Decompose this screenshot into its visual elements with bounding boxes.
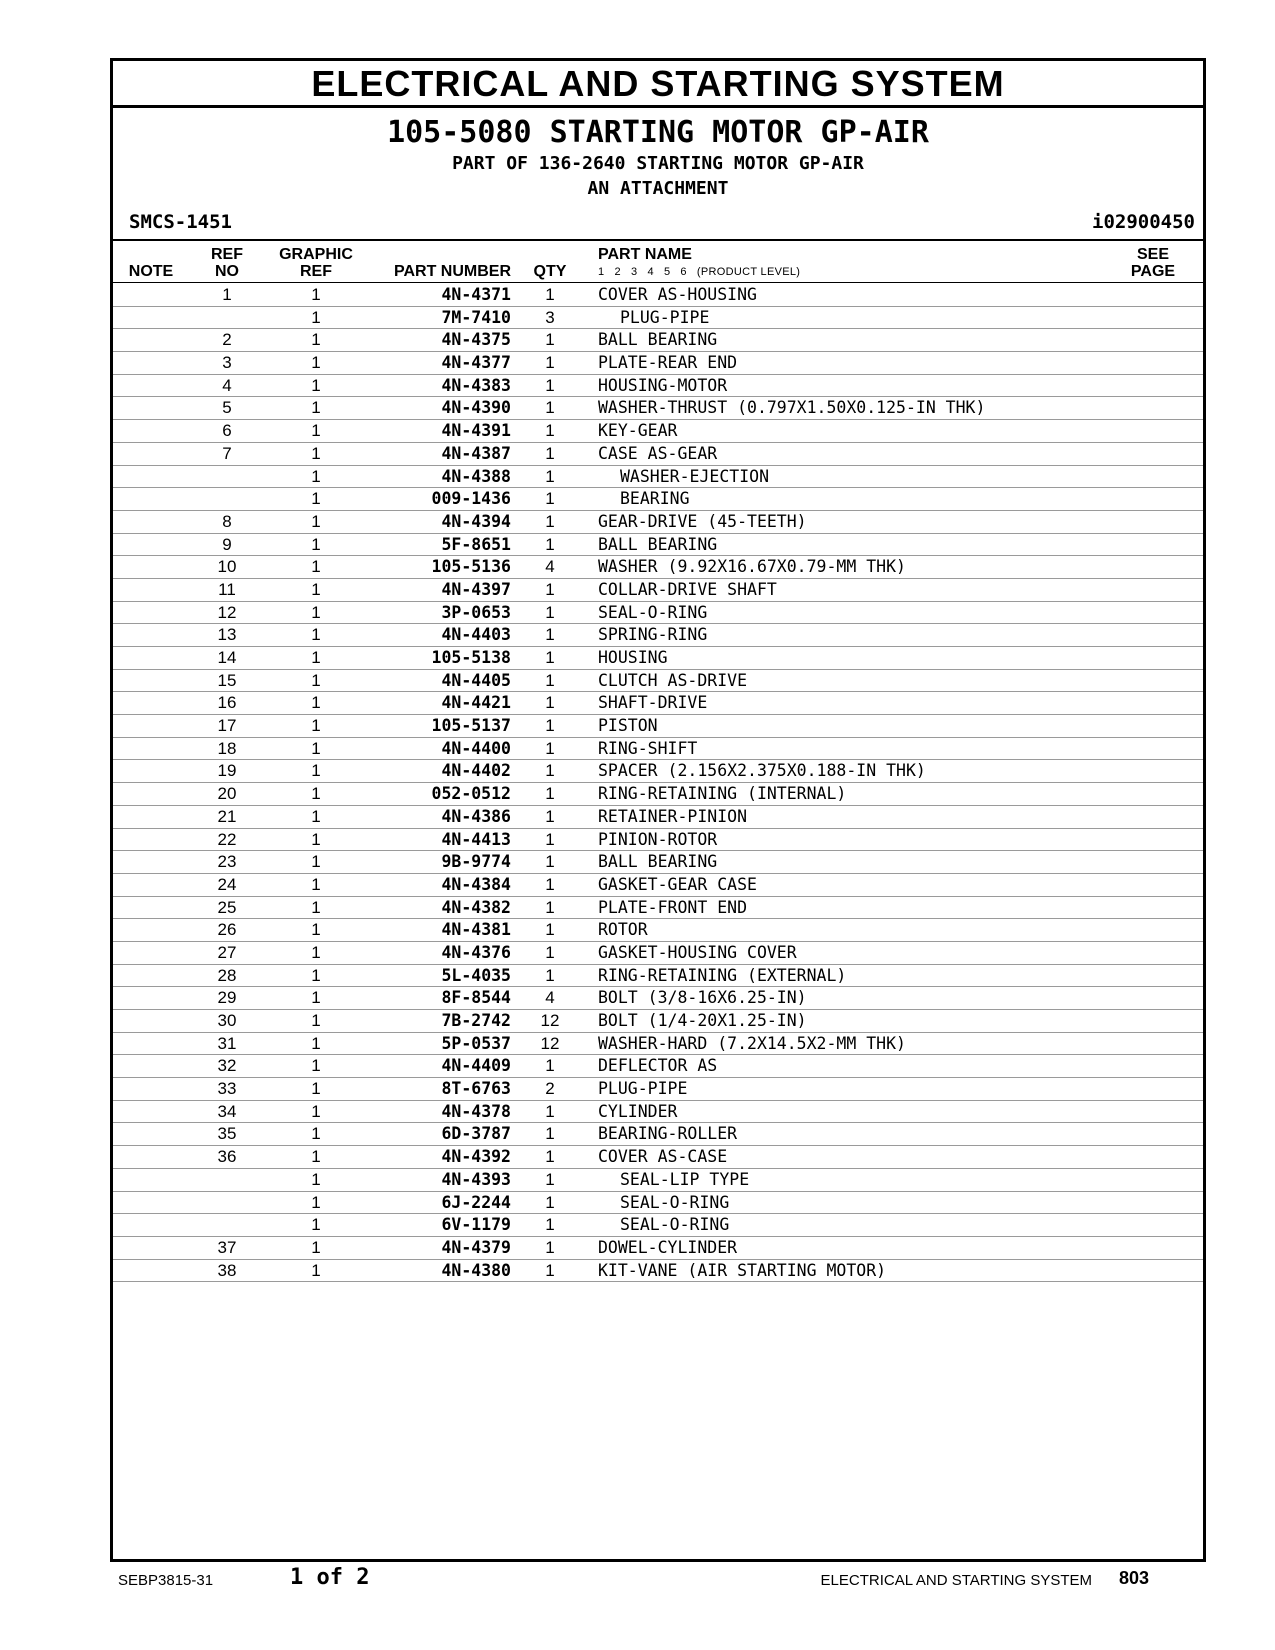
column-header-ref-line2: NO bbox=[215, 263, 239, 280]
qty-cell: 1 bbox=[545, 1169, 555, 1189]
graphic-ref-cell: 1 bbox=[311, 920, 321, 940]
table-row bbox=[113, 851, 1203, 874]
part-number-cell: 4N-4377 bbox=[441, 353, 511, 373]
graphic-ref-cell: 1 bbox=[311, 716, 321, 736]
table-row bbox=[113, 556, 1203, 579]
ref-no-cell: 2 bbox=[222, 330, 232, 350]
table-row bbox=[113, 329, 1203, 352]
table-row bbox=[113, 375, 1203, 398]
column-header-graphic-ref bbox=[271, 246, 361, 280]
part-name-cell: SEAL-O-RING bbox=[620, 1215, 730, 1235]
part-name-cell: PISTON bbox=[598, 716, 658, 736]
table-row bbox=[113, 488, 1203, 511]
qty-cell: 1 bbox=[545, 965, 555, 985]
graphic-ref-cell: 1 bbox=[311, 806, 321, 826]
part-name-cell: HOUSING-MOTOR bbox=[598, 375, 728, 395]
graphic-ref-cell: 1 bbox=[311, 375, 321, 395]
ref-no-cell: 1 bbox=[222, 285, 232, 304]
part-number-cell: 9B-9774 bbox=[441, 852, 511, 872]
table-row bbox=[113, 987, 1203, 1010]
graphic-ref-cell: 1 bbox=[311, 579, 321, 599]
column-header-part-name: PART NAME bbox=[598, 246, 692, 263]
smcs-code: SMCS-1451 bbox=[129, 211, 232, 233]
part-name-cell: DEFLECTOR AS bbox=[598, 1056, 718, 1076]
qty-cell: 1 bbox=[545, 353, 555, 373]
part-of-line: PART OF 136-2640 STARTING MOTOR GP-AIR bbox=[452, 153, 864, 174]
part-number-cell: 4N-4381 bbox=[441, 920, 511, 940]
part-name-cell: RING-RETAINING (INTERNAL) bbox=[598, 784, 847, 804]
ref-no-cell: 26 bbox=[217, 920, 237, 940]
ref-no-cell: 25 bbox=[217, 897, 237, 917]
table-row bbox=[113, 624, 1203, 647]
qty-cell: 1 bbox=[545, 806, 555, 826]
graphic-ref-cell: 1 bbox=[311, 852, 321, 872]
table-row bbox=[113, 1192, 1203, 1215]
part-number-cell: 009-1436 bbox=[431, 489, 511, 509]
ref-no-cell: 31 bbox=[217, 1033, 237, 1053]
graphic-ref-cell: 1 bbox=[311, 942, 321, 962]
graphic-ref-cell: 1 bbox=[311, 625, 321, 645]
page-frame bbox=[110, 58, 1206, 1562]
part-name-cell: SEAL-LIP TYPE bbox=[620, 1169, 750, 1189]
qty-cell: 1 bbox=[545, 670, 555, 690]
column-header-product-levels: 1 2 3 4 5 6 (PRODUCT LEVEL) bbox=[598, 266, 801, 278]
column-header-qty: QTY bbox=[533, 263, 567, 280]
ref-no-cell: 20 bbox=[217, 784, 237, 804]
part-name-cell: BALL BEARING bbox=[598, 852, 718, 872]
qty-cell: 1 bbox=[545, 829, 555, 849]
table-row bbox=[113, 670, 1203, 693]
table-row bbox=[113, 307, 1203, 330]
footer-doc-number: SEBP3815-31 bbox=[118, 1572, 214, 1589]
graphic-ref-cell: 1 bbox=[311, 1237, 321, 1257]
table-row bbox=[113, 602, 1203, 625]
ref-no-cell: 27 bbox=[217, 942, 237, 962]
graphic-ref-cell: 1 bbox=[311, 648, 321, 667]
ref-no-cell: 5 bbox=[222, 398, 232, 418]
ref-no-cell: 28 bbox=[217, 965, 237, 985]
qty-cell: 1 bbox=[545, 874, 555, 894]
footer-page-of: 1 of 2 bbox=[290, 1565, 370, 1590]
qty-cell: 12 bbox=[540, 1011, 560, 1030]
graphic-ref-cell: 1 bbox=[311, 285, 321, 304]
ref-no-cell: 35 bbox=[217, 1124, 237, 1144]
graphic-ref-cell: 1 bbox=[311, 693, 321, 713]
qty-cell: 1 bbox=[545, 375, 555, 395]
graphic-ref-cell: 1 bbox=[311, 965, 321, 985]
qty-cell: 1 bbox=[545, 693, 555, 713]
part-name-cell: SPRING-RING bbox=[598, 625, 708, 645]
graphic-ref-cell: 1 bbox=[311, 602, 321, 622]
graphic-ref-cell: 1 bbox=[311, 511, 321, 531]
ref-no-cell: 29 bbox=[217, 988, 237, 1008]
qty-cell: 1 bbox=[545, 625, 555, 645]
graphic-ref-cell: 1 bbox=[311, 489, 321, 509]
part-number-cell: 4N-4421 bbox=[441, 693, 511, 713]
graphic-ref-cell: 1 bbox=[311, 738, 321, 758]
table-row bbox=[113, 942, 1203, 965]
table-row bbox=[113, 443, 1203, 466]
part-name-cell: GASKET-GEAR CASE bbox=[598, 874, 757, 894]
qty-cell: 1 bbox=[545, 1147, 555, 1167]
part-name-cell: CYLINDER bbox=[598, 1101, 678, 1121]
column-header-ref-no bbox=[203, 246, 251, 280]
qty-cell: 1 bbox=[545, 489, 555, 509]
qty-cell: 1 bbox=[545, 897, 555, 917]
qty-cell: 1 bbox=[545, 852, 555, 872]
graphic-ref-cell: 1 bbox=[311, 988, 321, 1008]
ref-no-cell: 14 bbox=[217, 648, 237, 667]
part-number-cell: 4N-4394 bbox=[441, 511, 511, 531]
table-row bbox=[113, 715, 1203, 738]
qty-cell: 1 bbox=[545, 738, 555, 758]
table-row bbox=[113, 1010, 1203, 1033]
column-header-graphic-line2: REF bbox=[300, 263, 332, 280]
ref-no-cell: 38 bbox=[217, 1260, 237, 1280]
qty-cell: 1 bbox=[545, 511, 555, 531]
part-number-cell: 4N-4382 bbox=[441, 897, 511, 917]
part-number-cell: 7B-2742 bbox=[441, 1011, 511, 1030]
qty-cell: 1 bbox=[545, 285, 555, 304]
part-name-cell: ROTOR bbox=[598, 920, 648, 940]
part-number-cell: 105-5136 bbox=[431, 557, 511, 577]
graphic-ref-cell: 1 bbox=[311, 1101, 321, 1121]
graphic-ref-cell: 1 bbox=[311, 466, 321, 486]
table-row bbox=[113, 1055, 1203, 1078]
table-row bbox=[113, 284, 1203, 307]
column-header-note: NOTE bbox=[128, 263, 174, 280]
ref-no-cell: 11 bbox=[218, 579, 236, 599]
part-number-cell: 4N-4397 bbox=[441, 579, 511, 599]
part-number-cell: 105-5138 bbox=[431, 648, 511, 667]
graphic-ref-cell: 1 bbox=[311, 534, 321, 554]
graphic-ref-cell: 1 bbox=[311, 1192, 321, 1212]
qty-cell: 1 bbox=[545, 716, 555, 736]
graphic-ref-cell: 1 bbox=[311, 330, 321, 350]
qty-cell: 1 bbox=[545, 1192, 555, 1212]
qty-cell: 3 bbox=[545, 307, 555, 327]
qty-cell: 1 bbox=[545, 466, 555, 486]
part-name-cell: SEAL-O-RING bbox=[598, 602, 708, 622]
qty-cell: 2 bbox=[545, 1079, 555, 1099]
qty-cell: 1 bbox=[545, 534, 555, 554]
table-row bbox=[113, 738, 1203, 761]
qty-cell: 1 bbox=[545, 1260, 555, 1280]
ref-no-cell: 6 bbox=[222, 421, 232, 441]
table-row bbox=[113, 1260, 1203, 1283]
part-number-cell: 5P-0537 bbox=[441, 1033, 511, 1053]
qty-cell: 1 bbox=[545, 1056, 555, 1076]
part-number-cell: 4N-4405 bbox=[441, 670, 511, 690]
part-number-cell: 4N-4388 bbox=[441, 466, 511, 486]
qty-cell: 1 bbox=[545, 579, 555, 599]
ref-no-cell: 18 bbox=[217, 738, 237, 758]
part-number-cell: 4N-4383 bbox=[441, 375, 511, 395]
part-number-cell: 4N-4386 bbox=[441, 806, 511, 826]
table-row bbox=[113, 1237, 1203, 1260]
ref-no-cell: 30 bbox=[217, 1011, 237, 1030]
graphic-ref-cell: 1 bbox=[311, 421, 321, 441]
part-number-cell: 4N-4402 bbox=[441, 761, 511, 781]
graphic-ref-cell: 1 bbox=[311, 1079, 321, 1099]
part-name-cell: BEARING bbox=[620, 489, 690, 509]
qty-cell: 12 bbox=[540, 1033, 560, 1053]
attachment-line: AN ATTACHMENT bbox=[587, 178, 729, 199]
part-name-cell: GASKET-HOUSING COVER bbox=[598, 942, 797, 962]
table-row bbox=[113, 579, 1203, 602]
qty-cell: 1 bbox=[545, 1237, 555, 1257]
graphic-ref-cell: 1 bbox=[311, 398, 321, 418]
qty-cell: 1 bbox=[545, 648, 555, 667]
qty-cell: 1 bbox=[545, 398, 555, 418]
part-number-cell: 4N-4371 bbox=[441, 285, 511, 304]
part-name-cell: HOUSING bbox=[598, 648, 668, 667]
graphic-ref-cell: 1 bbox=[311, 353, 321, 373]
ref-no-cell: 34 bbox=[217, 1101, 237, 1121]
table-row bbox=[113, 874, 1203, 897]
part-number-cell: 6D-3787 bbox=[441, 1124, 511, 1144]
table-row bbox=[113, 806, 1203, 829]
graphic-ref-cell: 1 bbox=[311, 1260, 321, 1280]
part-number-cell: 4N-4379 bbox=[441, 1237, 511, 1257]
part-name-cell: PLUG-PIPE bbox=[620, 307, 710, 327]
ref-no-cell: 21 bbox=[217, 806, 237, 826]
column-header-ref-line1: REF bbox=[211, 246, 243, 263]
part-name-cell: RING-SHIFT bbox=[598, 738, 698, 758]
ref-no-cell: 15 bbox=[217, 670, 237, 690]
table-row bbox=[113, 1101, 1203, 1124]
column-header-part-number: PART NUMBER bbox=[393, 263, 511, 280]
part-number-cell: 5F-8651 bbox=[441, 534, 511, 554]
ref-no-cell: 9 bbox=[222, 534, 232, 554]
ref-no-cell: 24 bbox=[217, 874, 237, 894]
part-number-cell: 4N-4409 bbox=[441, 1056, 511, 1076]
part-number-cell: 4N-4387 bbox=[441, 443, 511, 463]
table-row bbox=[113, 534, 1203, 557]
table-row bbox=[113, 420, 1203, 443]
table-row bbox=[113, 897, 1203, 920]
part-number-cell: 105-5137 bbox=[431, 716, 511, 736]
ref-no-cell: 36 bbox=[217, 1147, 237, 1167]
table-row bbox=[113, 919, 1203, 942]
ref-no-cell: 17 bbox=[217, 716, 237, 736]
part-number-cell: 5L-4035 bbox=[441, 965, 511, 985]
part-name-cell: CASE AS-GEAR bbox=[598, 443, 718, 463]
part-number-cell: 4N-4413 bbox=[441, 829, 511, 849]
graphic-ref-cell: 1 bbox=[311, 443, 321, 463]
footer-section: ELECTRICAL AND STARTING SYSTEM bbox=[820, 1572, 1092, 1589]
ref-no-cell: 3 bbox=[222, 353, 232, 373]
column-header-see-line1: SEE bbox=[1136, 246, 1169, 263]
graphic-ref-cell: 1 bbox=[311, 1033, 321, 1053]
part-name-cell: COVER AS-HOUSING bbox=[598, 285, 757, 304]
part-number-cell: 4N-4400 bbox=[441, 738, 511, 758]
header-divider bbox=[113, 239, 1203, 241]
part-name-cell: BOLT (1/4-20X1.25-IN) bbox=[598, 1011, 807, 1030]
ref-no-cell: 37 bbox=[217, 1237, 237, 1257]
table-row bbox=[113, 397, 1203, 420]
graphic-ref-cell: 1 bbox=[311, 557, 321, 577]
table-row bbox=[113, 829, 1203, 852]
graphic-ref-cell: 1 bbox=[311, 1011, 321, 1030]
part-number-cell: 4N-4375 bbox=[441, 330, 511, 350]
ref-no-cell: 19 bbox=[217, 761, 237, 781]
part-name-cell: WASHER-THRUST (0.797X1.50X0.125-IN THK) bbox=[598, 398, 986, 418]
graphic-ref-cell: 1 bbox=[311, 1215, 321, 1235]
ref-no-cell: 4 bbox=[222, 375, 232, 395]
table-row bbox=[113, 1123, 1203, 1146]
column-header-see-page bbox=[1123, 246, 1183, 280]
part-number-cell: 4N-4393 bbox=[441, 1169, 511, 1189]
part-name-cell: WASHER-EJECTION bbox=[620, 466, 770, 486]
table-row bbox=[113, 1078, 1203, 1101]
graphic-ref-cell: 1 bbox=[311, 874, 321, 894]
part-number-cell: 8T-6763 bbox=[441, 1079, 511, 1099]
part-name-cell: BALL BEARING bbox=[598, 330, 718, 350]
table-row bbox=[113, 511, 1203, 534]
ref-no-cell: 8 bbox=[222, 511, 232, 531]
qty-cell: 1 bbox=[545, 602, 555, 622]
ref-no-cell: 33 bbox=[217, 1079, 237, 1099]
table-row bbox=[113, 965, 1203, 988]
part-name-cell: SPACER (2.156X2.375X0.188-IN THK) bbox=[598, 761, 926, 781]
part-name-cell: KEY-GEAR bbox=[598, 421, 678, 441]
qty-cell: 1 bbox=[545, 784, 555, 804]
graphic-ref-cell: 1 bbox=[311, 1124, 321, 1144]
qty-cell: 1 bbox=[545, 443, 555, 463]
part-number-cell: 4N-4392 bbox=[441, 1147, 511, 1167]
part-number-cell: 8F-8544 bbox=[441, 988, 511, 1008]
part-number-cell: 3P-0653 bbox=[441, 602, 511, 622]
section-title: ELECTRICAL AND STARTING SYSTEM bbox=[113, 61, 1203, 108]
part-name-cell: GEAR-DRIVE (45-TEETH) bbox=[598, 511, 807, 531]
ref-no-cell: 10 bbox=[217, 557, 237, 577]
part-name-cell: RETAINER-PINION bbox=[598, 806, 748, 826]
ref-no-cell: 32 bbox=[217, 1056, 237, 1076]
part-name-cell: KIT-VANE (AIR STARTING MOTOR) bbox=[598, 1260, 887, 1280]
part-name-cell: RING-RETAINING (EXTERNAL) bbox=[598, 965, 847, 985]
part-number-cell: 4N-4378 bbox=[441, 1101, 511, 1121]
part-name-cell: PLUG-PIPE bbox=[598, 1079, 688, 1099]
part-number-cell: 4N-4384 bbox=[441, 874, 511, 894]
graphic-ref-cell: 1 bbox=[311, 670, 321, 690]
part-number-cell: 4N-4403 bbox=[441, 625, 511, 645]
qty-cell: 1 bbox=[545, 920, 555, 940]
ref-no-cell: 12 bbox=[217, 602, 237, 622]
column-header-see-line2: PAGE bbox=[1130, 263, 1176, 280]
qty-cell: 4 bbox=[545, 988, 555, 1008]
part-name-cell: CLUTCH AS-DRIVE bbox=[598, 670, 748, 690]
graphic-ref-cell: 1 bbox=[311, 1147, 321, 1167]
part-name-cell: WASHER-HARD (7.2X14.5X2-MM THK) bbox=[598, 1033, 906, 1053]
ref-no-cell: 7 bbox=[222, 443, 232, 463]
ref-no-cell: 22 bbox=[217, 829, 237, 849]
part-name-cell: WASHER (9.92X16.67X0.79-MM THK) bbox=[598, 557, 906, 577]
table-row bbox=[113, 1033, 1203, 1056]
part-number-cell: 6V-1179 bbox=[441, 1215, 511, 1235]
part-name-cell: PINION-ROTOR bbox=[598, 829, 718, 849]
part-number-cell: 4N-4376 bbox=[441, 942, 511, 962]
part-number-cell: 4N-4380 bbox=[441, 1260, 511, 1280]
part-name-cell: COLLAR-DRIVE SHAFT bbox=[598, 579, 777, 599]
qty-cell: 1 bbox=[545, 942, 555, 962]
graphic-ref-cell: 1 bbox=[311, 307, 321, 327]
qty-cell: 4 bbox=[545, 557, 555, 577]
qty-cell: 1 bbox=[545, 330, 555, 350]
table-row bbox=[113, 1214, 1203, 1237]
table-row bbox=[113, 760, 1203, 783]
qty-cell: 1 bbox=[545, 1101, 555, 1121]
part-name-cell: BEARING-ROLLER bbox=[598, 1124, 738, 1144]
table-row bbox=[113, 1169, 1203, 1192]
table-row bbox=[113, 783, 1203, 806]
part-number-cell: 4N-4391 bbox=[441, 421, 511, 441]
part-name-cell: PLATE-FRONT END bbox=[598, 897, 748, 917]
qty-cell: 1 bbox=[545, 421, 555, 441]
part-name-cell: SHAFT-DRIVE bbox=[598, 693, 708, 713]
table-row bbox=[113, 647, 1203, 670]
part-name-cell: BOLT (3/8-16X6.25-IN) bbox=[598, 988, 807, 1008]
group-title: 105-5080 STARTING MOTOR GP-AIR bbox=[387, 115, 929, 150]
table-row bbox=[113, 466, 1203, 489]
footer-page-number: 803 bbox=[1118, 1568, 1149, 1588]
document-id: i02900450 bbox=[1092, 211, 1195, 233]
qty-cell: 1 bbox=[545, 1215, 555, 1235]
part-number-cell: 6J-2244 bbox=[441, 1192, 511, 1212]
ref-no-cell: 16 bbox=[217, 693, 237, 713]
ref-no-cell: 23 bbox=[217, 852, 237, 872]
graphic-ref-cell: 1 bbox=[311, 1169, 321, 1189]
qty-cell: 1 bbox=[545, 1124, 555, 1144]
part-name-cell: PLATE-REAR END bbox=[598, 353, 738, 373]
qty-cell: 1 bbox=[545, 761, 555, 781]
column-header-graphic-line1: GRAPHIC bbox=[279, 246, 353, 263]
ref-no-cell: 13 bbox=[217, 625, 237, 645]
table-row bbox=[113, 1146, 1203, 1169]
part-name-cell: DOWEL-CYLINDER bbox=[598, 1237, 738, 1257]
graphic-ref-cell: 1 bbox=[311, 829, 321, 849]
part-name-cell: COVER AS-CASE bbox=[598, 1147, 728, 1167]
column-header-divider bbox=[113, 282, 1203, 283]
table-row bbox=[113, 352, 1203, 375]
graphic-ref-cell: 1 bbox=[311, 784, 321, 804]
part-number-cell: 4N-4390 bbox=[441, 398, 511, 418]
table-row bbox=[113, 692, 1203, 715]
part-number-cell: 052-0512 bbox=[431, 784, 511, 804]
part-name-cell: BALL BEARING bbox=[598, 534, 718, 554]
part-number-cell: 7M-7410 bbox=[441, 307, 511, 327]
graphic-ref-cell: 1 bbox=[311, 897, 321, 917]
parts-table bbox=[113, 284, 1203, 1282]
graphic-ref-cell: 1 bbox=[311, 761, 321, 781]
graphic-ref-cell: 1 bbox=[311, 1056, 321, 1076]
part-name-cell: SEAL-O-RING bbox=[620, 1192, 730, 1212]
